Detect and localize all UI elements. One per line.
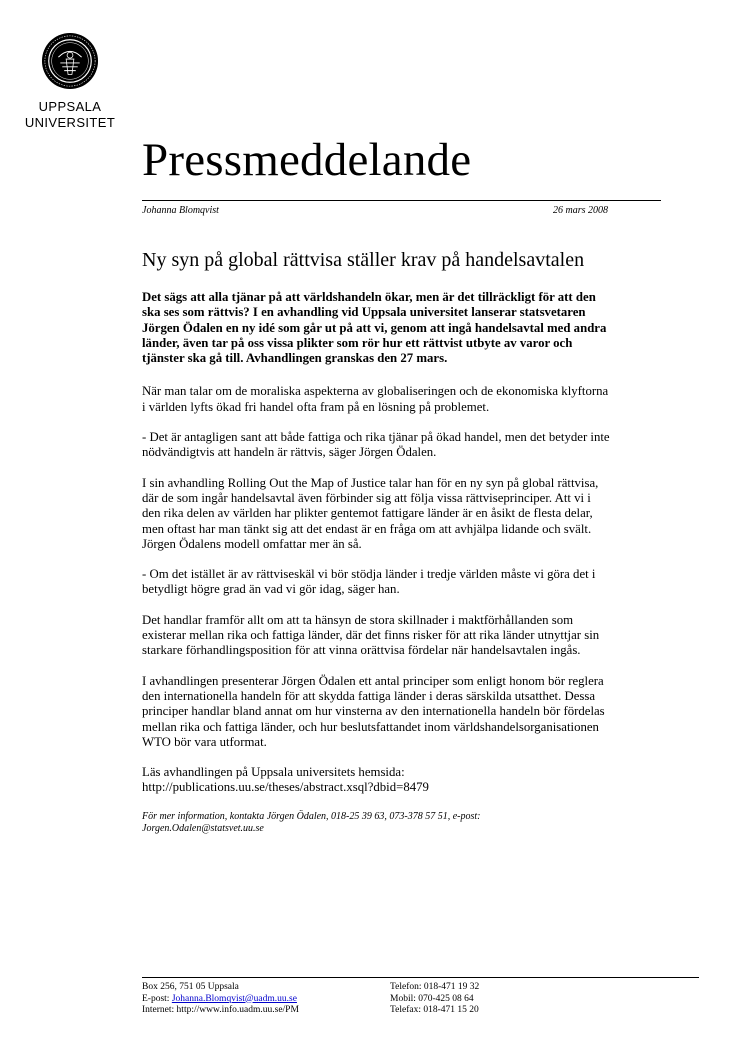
footer-phone: Telefon: 018-471 19 32 — [390, 982, 480, 992]
publication-date: 26 mars 2008 — [553, 205, 609, 216]
footer-contact-right — [390, 982, 479, 1017]
lead-line: Jörgen Ödalen en ny idé som går ut på att vi, genom att ingå handelsavtal med andra — [142, 320, 607, 335]
paragraph-line: nödvändigtvis att handeln är rättvis, säger Jörgen Ödalen. — [142, 445, 437, 460]
author-name: Johanna Blomqvist — [142, 205, 219, 216]
paragraph-line: WTO bör vara utformat. — [142, 734, 267, 749]
paragraph-line: den internationella handeln för att skydda fattiga länder i deras särskilda utsatthet. Dessa — [142, 688, 596, 703]
contact-line: För mer information, kontakta Jörgen Ödalen, 018-25 39 63, 073-378 57 51, e-post: — [142, 810, 481, 822]
lead-line: ska ses som rättvis? I en avhandling vid Uppsala universitet lanserar statsvetaren — [142, 305, 586, 320]
lead-line: tjänster ska gå till. Avhandlingen granskas den 27 mars. — [142, 351, 448, 366]
paragraph-line: I avhandlingen presenterar Jörgen Ödalen ett antal principer som enligt honom bör reglera — [142, 673, 604, 688]
footer-divider — [142, 977, 699, 978]
paragraph-line: Läs avhandlingen på Uppsala universitets hemsida: — [142, 765, 405, 780]
header-divider — [142, 200, 661, 201]
footer-address: Box 256, 751 05 Uppsala — [142, 982, 239, 992]
university-seal-icon — [41, 32, 99, 90]
article-body — [142, 290, 704, 850]
article-headline: Ny syn på global rättvisa ställer krav på handelsavtalen — [142, 249, 585, 271]
body-paragraph-4 — [142, 567, 704, 598]
footer-email-label: E-post: — [142, 993, 172, 1004]
paragraph-line: - Det är antagligen sant att både fattiga och rika tjänar på ökad handel, men det betyder inte — [142, 430, 610, 445]
footer-fax: Telefax: 018-471 15 20 — [390, 1005, 479, 1015]
lead-paragraph — [142, 290, 704, 366]
footer-mobile: Mobil: 070-425 08 64 — [390, 993, 474, 1004]
university-logo — [0, 32, 140, 131]
thesis-url: http://publications.uu.se/theses/abstract.xsql?dbid=8479 — [142, 780, 429, 795]
body-paragraph-2 — [142, 430, 704, 461]
contact-email: Jorgen.Odalen@statsvet.uu.se — [142, 822, 264, 834]
paragraph-line: - Om det istället är av rättviseskäl vi bör stödja länder i tredje världen måste vi göra det i — [142, 567, 596, 582]
paragraph-line: principer handlar bland annat om hur vinsterna av den internationella handeln bör fördelas — [142, 704, 605, 719]
footer-contact-left — [142, 982, 299, 1017]
body-paragraph-6 — [142, 674, 704, 750]
university-name-line-2: UNIVERSITET — [24, 115, 116, 130]
paragraph-line: den rika delen av världen har plikter gentemot fattigare länder är en åsikt de flesta delar, — [142, 506, 593, 521]
footer-internet: Internet: http://www.info.uadm.uu.se/PM — [142, 1005, 299, 1015]
lead-line: Det sägs att alla tjänar på att världshandeln ökar, men är det tillräckligt för att den — [142, 290, 596, 304]
paragraph-line: betydligt högre grad än vad vi gör idag, säger han. — [142, 582, 400, 597]
page-title: Pressmeddelande — [142, 134, 472, 186]
body-paragraph-5 — [142, 613, 704, 659]
paragraph-line: När man talar om de moraliska aspekterna av globaliseringen och de ekonomiska klyftorna — [142, 384, 609, 399]
university-name-line-1: UPPSALA — [38, 99, 102, 114]
paragraph-line: I sin avhandling Rolling Out the Map of Justice talar han för en ny syn på global rättvisa, — [142, 475, 599, 490]
body-paragraph-7 — [142, 765, 704, 796]
paragraph-line: i världen lyfts ökad fri handel ofta fram på en lösning på problemet. — [142, 399, 490, 414]
body-paragraph-1 — [142, 384, 704, 415]
footer-email-row — [142, 994, 299, 1006]
lead-line: länder, även tar på oss vissa plikter som rör hur ett rättvist utbyte av varor och — [142, 335, 573, 350]
paragraph-line: men oftast har man tänkt sig att det endast är en fråga om att avhjälpa lidande och svält. — [142, 521, 592, 536]
paragraph-line: Det handlar framför allt om att ta hänsyn de stora skillnader i maktförhållanden som — [142, 612, 574, 627]
body-paragraph-3 — [142, 476, 704, 552]
paragraph-line: starkare förhandlingsposition för att vinna orättvisa fördelar när handelsavtalen ingås. — [142, 643, 581, 658]
paragraph-line: Jörgen Ödalens modell omfattar mer än så. — [142, 536, 362, 551]
paragraph-line: där de som ingår handelsavtal även förbinder sig att följa vissa rättviseprinciper. Att vi i — [142, 490, 591, 505]
paragraph-line: mellan rika och fattiga länder, och hur beslutsfattandet inom världshandelsorganisationen — [142, 719, 599, 734]
footer-email-link[interactable]: Johanna.Blomqvist@uadm.uu.se — [171, 993, 297, 1004]
paragraph-line: existerar mellan rika och fattiga länder, där det finns risker för att rika länder utnyttjar sin — [142, 628, 600, 643]
contact-info — [142, 811, 704, 835]
